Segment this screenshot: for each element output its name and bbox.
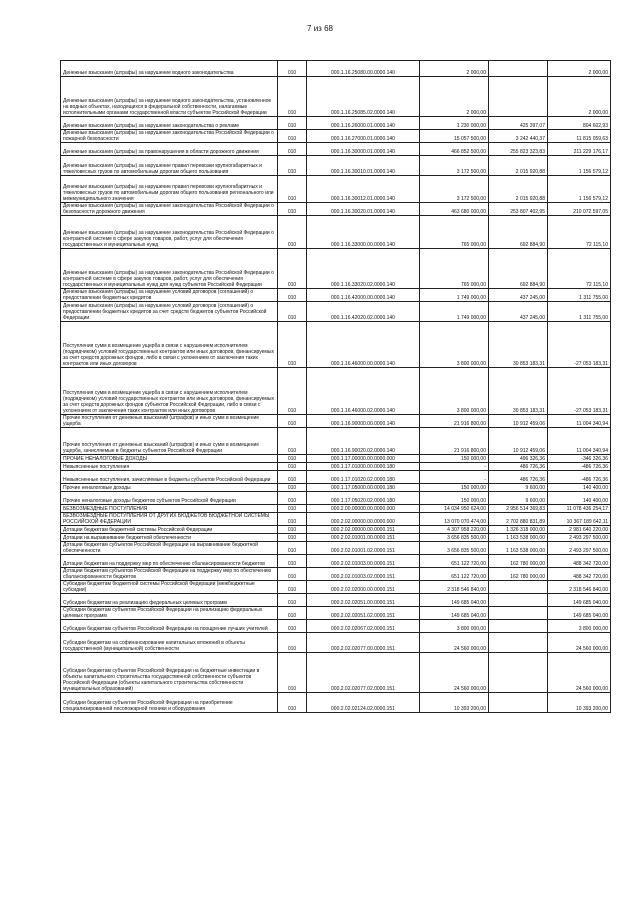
budget-classification-code-cell: 000.2.02.02077.00.0000.151 — [307, 633, 420, 653]
executed-amount-cell — [489, 581, 548, 594]
row-code-cell: 010 — [278, 130, 307, 143]
unexecuted-amount-cell: 72 115,10 — [548, 216, 611, 249]
approved-amount-cell: 463 680 000,00 — [420, 203, 489, 216]
row-name-cell: Субсидии бюджетам на реализацию федеральных целевых программ — [61, 594, 278, 607]
table-row — [61, 322, 611, 368]
unexecuted-amount-cell: 2 493 297 500,00 — [548, 534, 611, 542]
row-code-cell: 010 — [278, 633, 307, 653]
table-row — [61, 368, 611, 415]
unexecuted-amount-cell: 10 393 200,00 — [548, 693, 611, 713]
row-code-cell: 010 — [278, 581, 307, 594]
unexecuted-amount-cell: -27 053 183,31 — [548, 368, 611, 415]
row-name-cell: Денежные взыскания (штрафы) за нарушение законодательства Российской Федерации о безопасности дорожного движения — [61, 203, 278, 216]
row-code-cell: 010 — [278, 117, 307, 130]
approved-amount-cell: 14 034 950 624,00 — [420, 505, 489, 513]
row-name-cell: Субсидии бюджетам на софинансирование капитальных вложений в объекты государственной (муниципальной) собственности — [61, 633, 278, 653]
approved-amount-cell: - — [420, 471, 489, 484]
row-name-cell: Субсидии бюджетам субъектов Российской Федерации на поощрение лучших учителей — [61, 620, 278, 633]
unexecuted-amount-cell: 210 072 597,05 — [548, 203, 611, 216]
budget-classification-code-cell: 000.2.02.02077.02.0000.151 — [307, 653, 420, 693]
budget-classification-code-cell: 000.2.02.02124.02.0000.151 — [307, 693, 420, 713]
unexecuted-amount-cell: 1 311 755,00 — [548, 289, 611, 302]
executed-amount-cell — [489, 61, 548, 77]
approved-amount-cell: 1 230 000,00 — [420, 117, 489, 130]
approved-amount-cell: - — [420, 463, 489, 471]
executed-amount-cell: 10 912 459,06 — [489, 428, 548, 455]
table-row — [61, 568, 611, 581]
row-name-cell: Субсидии бюджетам субъектов Российской Федерации на бюджетные инвестиции в объекты капитального строительства государственной собственности субъектов Российской Федерации (объекты капитального строительства собственности муниципальных образований) — [61, 653, 278, 693]
table-row — [61, 594, 611, 607]
budget-classification-code-cell: 000.1.16.25085.02.0000.140 — [307, 77, 420, 117]
executed-amount-cell: 253 807 402,95 — [489, 203, 548, 216]
unexecuted-amount-cell: -27 053 183,31 — [548, 322, 611, 368]
table-row — [61, 505, 611, 513]
budget-classification-code-cell: 000.1.16.42020.02.0000.140 — [307, 302, 420, 322]
unexecuted-amount-cell: 1 156 579,12 — [548, 176, 611, 203]
budget-classification-code-cell: 000.1.16.33000.00.0000.140 — [307, 216, 420, 249]
budget-classification-code-cell: 000.1.16.42000.00.0000.140 — [307, 289, 420, 302]
unexecuted-amount-cell: 2 981 640 220,00 — [548, 526, 611, 534]
executed-amount-cell: 162 780 000,00 — [489, 555, 548, 568]
row-name-cell: Денежные взыскания (штрафы) за нарушение законодательства Российской Федерации о контрактной системе в сфере закупок товаров, работ, услуг для обеспечения государственных и муниципальных нужд — [61, 216, 278, 249]
row-name-cell: Денежные взыскания (штрафы) за нарушение законодательства Российской Федерации о контрактной системе в сфере закупок товаров, работ, услуг для обеспечения государственных и муниципальных нужд для нужд субъектов Российской Федерации — [61, 249, 278, 289]
table-row — [61, 463, 611, 471]
row-name-cell: ПРОЧИЕ НЕНАЛОГОВЫЕ ДОХОДЫ — [61, 455, 278, 463]
budget-classification-code-cell: 000.2.02.01003.02.0000.151 — [307, 568, 420, 581]
approved-amount-cell: 3 800 000,00 — [420, 620, 489, 633]
table-row — [61, 176, 611, 203]
row-code-cell: 010 — [278, 322, 307, 368]
row-name-cell: Денежные взыскания (штрафы) за нарушение законодательства о рекламе — [61, 117, 278, 130]
table-row — [61, 492, 611, 505]
budget-classification-code-cell: 000.2.02.02051.02.0000.151 — [307, 607, 420, 620]
row-name-cell: Денежные взыскания (штрафы) за нарушение правил перевозки крупногабаритных и тяжеловесных грузов по автомобильным дорогам общего пользования — [61, 156, 278, 176]
row-name-cell: Денежные взыскания (штрафы) за правонарушения в области дорожного движения — [61, 143, 278, 156]
table-row — [61, 607, 611, 620]
row-name-cell: Прочие неналоговые доходы — [61, 484, 278, 492]
table-row — [61, 428, 611, 455]
row-code-cell: 010 — [278, 568, 307, 581]
budget-classification-code-cell: 000.1.16.25080.00.0000.140 — [307, 61, 420, 77]
row-code-cell: 010 — [278, 368, 307, 415]
approved-amount-cell: 3 656 835 500,00 — [420, 534, 489, 542]
approved-amount-cell: 150 000,00 — [420, 492, 489, 505]
unexecuted-amount-cell: 10 367 189 642,11 — [548, 513, 611, 526]
unexecuted-amount-cell: 24 560 000,00 — [548, 633, 611, 653]
budget-classification-code-cell: 000.2.02.02000.00.0000.151 — [307, 581, 420, 594]
table-row — [61, 653, 611, 693]
table-row — [61, 415, 611, 428]
budget-classification-code-cell: 000.2.02.02051.00.0000.151 — [307, 594, 420, 607]
table-row — [61, 302, 611, 322]
executed-amount-cell: 692 884,90 — [489, 249, 548, 289]
row-code-cell: 010 — [278, 513, 307, 526]
executed-amount-cell: 3 242 440,37 — [489, 130, 548, 143]
budget-classification-code-cell: 000.1.17.01020.02.0000.180 — [307, 471, 420, 484]
table-row — [61, 203, 611, 216]
unexecuted-amount-cell: 140 400,00 — [548, 492, 611, 505]
table-row — [61, 526, 611, 534]
revenue-table — [60, 60, 611, 713]
executed-amount-cell — [489, 77, 548, 117]
unexecuted-amount-cell: 149 685 040,00 — [548, 607, 611, 620]
table-row — [61, 693, 611, 713]
executed-amount-cell: 1 326 318 000,00 — [489, 526, 548, 534]
budget-classification-code-cell: 000.1.16.46000.00.0000.140 — [307, 322, 420, 368]
table-row — [61, 249, 611, 289]
unexecuted-amount-cell: 11 004 340,94 — [548, 415, 611, 428]
approved-amount-cell: 4 307 958 220,00 — [420, 526, 489, 534]
executed-amount-cell: 255 823 323,83 — [489, 143, 548, 156]
budget-classification-code-cell: 000.1.17.05000.00.0000.180 — [307, 484, 420, 492]
unexecuted-amount-cell: 24 560 000,00 — [548, 653, 611, 693]
row-code-cell: 010 — [278, 471, 307, 484]
budget-classification-code-cell: 000.2.02.00000.00.0000.151 — [307, 526, 420, 534]
row-name-cell: Денежные взыскания (штрафы) за нарушение условий договоров (соглашений) о предоставлении бюджетных кредитов — [61, 289, 278, 302]
executed-amount-cell: 2 702 880 831,89 — [489, 513, 548, 526]
budget-classification-code-cell: 000.1.16.30000.01.0000.140 — [307, 143, 420, 156]
row-name-cell: Прочие неналоговые доходы бюджетов субъектов Российской Федерации — [61, 492, 278, 505]
executed-amount-cell: 30 853 183,31 — [489, 322, 548, 368]
unexecuted-amount-cell: 488 342 720,00 — [548, 555, 611, 568]
row-code-cell: 010 — [278, 653, 307, 693]
row-code-cell: 010 — [278, 428, 307, 455]
row-code-cell: 010 — [278, 455, 307, 463]
row-name-cell: Денежные взыскания (штрафы) за нарушение водного законодательства, установленное на водных объектах, находящихся в федеральной собственности, налагаемые исполнительными органами государственной власти субъектов Российской Федерации — [61, 77, 278, 117]
row-name-cell: Прочие поступления от денежных взысканий (штрафов) и иных сумм в возмещение ущерба — [61, 415, 278, 428]
row-code-cell: 010 — [278, 542, 307, 555]
executed-amount-cell: 486 726,36 — [489, 463, 548, 471]
executed-amount-cell: 692 884,90 — [489, 216, 548, 249]
row-code-cell: 010 — [278, 484, 307, 492]
unexecuted-amount-cell: 11 815 059,63 — [548, 130, 611, 143]
approved-amount-cell: 3 800 000,00 — [420, 368, 489, 415]
budget-classification-code-cell: 000.1.17.00000.00.0000.000 — [307, 455, 420, 463]
budget-classification-code-cell: 000.1.16.90000.00.0000.140 — [307, 415, 420, 428]
approved-amount-cell: 10 393 200,00 — [420, 693, 489, 713]
approved-amount-cell: 466 852 500,00 — [420, 143, 489, 156]
unexecuted-amount-cell: 211 229 176,17 — [548, 143, 611, 156]
approved-amount-cell: 1 749 000,00 — [420, 289, 489, 302]
approved-amount-cell: 149 685 040,00 — [420, 594, 489, 607]
executed-amount-cell: 425 397,07 — [489, 117, 548, 130]
executed-amount-cell — [489, 653, 548, 693]
budget-classification-code-cell: 000.1.16.46000.02.0000.140 — [307, 368, 420, 415]
row-code-cell: 010 — [278, 492, 307, 505]
table-row — [61, 542, 611, 555]
approved-amount-cell: 13 070 070 474,00 — [420, 513, 489, 526]
row-code-cell: 010 — [278, 289, 307, 302]
executed-amount-cell — [489, 633, 548, 653]
table-row — [61, 156, 611, 176]
unexecuted-amount-cell: 11 004 340,94 — [548, 428, 611, 455]
approved-amount-cell: 149 685 040,00 — [420, 607, 489, 620]
page-number: 7 из 68 — [307, 24, 333, 33]
executed-amount-cell: 437 245,00 — [489, 302, 548, 322]
row-code-cell: 010 — [278, 555, 307, 568]
row-name-cell: БЕЗВОЗМЕЗДНЫЕ ПОСТУПЛЕНИЯ — [61, 505, 278, 513]
row-code-cell: 010 — [278, 203, 307, 216]
row-name-cell: Дотации бюджетам субъектов Российской Федерации на поддержку мер по обеспечению сбалансированности бюджетов — [61, 568, 278, 581]
table-row — [61, 513, 611, 526]
row-name-cell: Поступления сумм в возмещение ущерба в связи с нарушением исполнителем (подрядчиком) условий государственных контрактов или иных договоров, финансируемых за счет средств дорожных фондов субъектов Российской Федерации, либо в связи с уклонением от заключения таких контрактов или иных договоров — [61, 368, 278, 415]
row-name-cell: Невыясненные поступления — [61, 463, 278, 471]
approved-amount-cell: 765 000,00 — [420, 216, 489, 249]
row-code-cell: 010 — [278, 693, 307, 713]
row-code-cell: 010 — [278, 594, 307, 607]
row-code-cell: 010 — [278, 534, 307, 542]
row-name-cell: Субсидии бюджетам субъектов Российской Федерации на приобретение специализированной лесопожарной техники и оборудования — [61, 693, 278, 713]
executed-amount-cell: 1 163 538 000,00 — [489, 542, 548, 555]
row-name-cell: Поступления сумм в возмещение ущерба в связи с нарушением исполнителем (подрядчиком) условий государственных контрактов или иных договоров, финансируемых за счет средств дорожных фондов, либо в связи с уклонением от заключения таких контрактов или иных договоров — [61, 322, 278, 368]
approved-amount-cell: 150 000,00 — [420, 484, 489, 492]
row-name-cell: Денежные взыскания (штрафы) за нарушение правил перевозки крупногабаритных и тяжеловесных грузов по автомобильным дорогам общего пользования регионального или межмуниципального значения — [61, 176, 278, 203]
budget-classification-code-cell: 000.1.16.30020.01.0000.140 — [307, 203, 420, 216]
unexecuted-amount-cell: -486 726,36 — [548, 471, 611, 484]
row-code-cell: 010 — [278, 526, 307, 534]
row-name-cell: Денежные взыскания (штрафы) за нарушение водного законодательства — [61, 61, 278, 77]
row-name-cell: Субсидии бюджетам субъектов Российской Федерации на реализацию федеральных целевых программ — [61, 607, 278, 620]
approved-amount-cell: 3 800 000,00 — [420, 322, 489, 368]
budget-classification-code-cell: 000.2.02.01001.00.0000.151 — [307, 534, 420, 542]
table-row — [61, 455, 611, 463]
unexecuted-amount-cell: 72 115,10 — [548, 249, 611, 289]
unexecuted-amount-cell: 488 342 720,00 — [548, 568, 611, 581]
row-name-cell: Дотации бюджетам на поддержку мер по обеспечению сбалансированности бюджетов — [61, 555, 278, 568]
approved-amount-cell: 3 656 835 500,00 — [420, 542, 489, 555]
table-row — [61, 555, 611, 568]
unexecuted-amount-cell: 149 685 040,00 — [548, 594, 611, 607]
budget-classification-code-cell: 000.1.16.33020.02.0000.140 — [307, 249, 420, 289]
executed-amount-cell: 2 015 920,88 — [489, 156, 548, 176]
unexecuted-amount-cell: 3 800 000,00 — [548, 620, 611, 633]
table-row — [61, 117, 611, 130]
unexecuted-amount-cell: -346 326,36 — [548, 455, 611, 463]
approved-amount-cell: 15 057 500,00 — [420, 130, 489, 143]
approved-amount-cell: 2 000,00 — [420, 61, 489, 77]
row-code-cell: 010 — [278, 156, 307, 176]
approved-amount-cell: 651 122 720,00 — [420, 568, 489, 581]
approved-amount-cell: 651 122 720,00 — [420, 555, 489, 568]
approved-amount-cell: 2 000,00 — [420, 77, 489, 117]
executed-amount-cell: 1 163 538 000,00 — [489, 534, 548, 542]
executed-amount-cell: 496 326,36 — [489, 455, 548, 463]
budget-classification-code-cell: 000.1.17.05020.02.0000.180 — [307, 492, 420, 505]
unexecuted-amount-cell: 2 000,00 — [548, 61, 611, 77]
table-row — [61, 130, 611, 143]
executed-amount-cell: 162 780 000,00 — [489, 568, 548, 581]
executed-amount-cell: 2 956 514 369,83 — [489, 505, 548, 513]
budget-classification-code-cell: 000.2.02.00000.00.0000.000 — [307, 513, 420, 526]
table-row — [61, 471, 611, 484]
budget-classification-code-cell: 000.1.16.30010.01.0000.140 — [307, 156, 420, 176]
executed-amount-cell: 9 600,00 — [489, 492, 548, 505]
approved-amount-cell: 765 000,00 — [420, 249, 489, 289]
row-code-cell: 010 — [278, 61, 307, 77]
table-row — [61, 216, 611, 249]
unexecuted-amount-cell: 1 156 579,12 — [548, 156, 611, 176]
table-row — [61, 61, 611, 77]
budget-classification-code-cell: 000.1.16.90020.02.0000.140 — [307, 428, 420, 455]
row-name-cell: Денежные взыскания (штрафы) за нарушение условий договоров (соглашений) о предоставлении бюджетных кредитов за счет средств бюджетов субъектов Российской Федерации — [61, 302, 278, 322]
approved-amount-cell: 2 318 546 840,00 — [420, 581, 489, 594]
row-code-cell: 010 — [278, 505, 307, 513]
row-code-cell: 010 — [278, 216, 307, 249]
budget-classification-code-cell: 000.2.02.02067.02.0000.151 — [307, 620, 420, 633]
table-row — [61, 620, 611, 633]
row-code-cell: 010 — [278, 415, 307, 428]
row-code-cell: 010 — [278, 143, 307, 156]
row-code-cell: 010 — [278, 77, 307, 117]
executed-amount-cell — [489, 693, 548, 713]
unexecuted-amount-cell: 11 078 436 254,17 — [548, 505, 611, 513]
approved-amount-cell: 3 172 500,00 — [420, 156, 489, 176]
executed-amount-cell: 9 600,00 — [489, 484, 548, 492]
row-name-cell: БЕЗВОЗМЕЗДНЫЕ ПОСТУПЛЕНИЯ ОТ ДРУГИХ БЮДЖЕТОВ БЮДЖЕТНОЙ СИСТЕМЫ РОССИЙСКОЙ ФЕДЕРАЦИИ — [61, 513, 278, 526]
approved-amount-cell: 21 916 800,00 — [420, 415, 489, 428]
table-row — [61, 143, 611, 156]
executed-amount-cell: 437 245,00 — [489, 289, 548, 302]
budget-classification-code-cell: 000.1.16.30012.01.0000.140 — [307, 176, 420, 203]
approved-amount-cell: 150 000,00 — [420, 455, 489, 463]
table-row — [61, 633, 611, 653]
row-name-cell: Субсидии бюджетам бюджетной системы Российской Федерации (межбюджетные субсидии) — [61, 581, 278, 594]
budget-classification-code-cell: 000.1.17.01000.00.0000.180 — [307, 463, 420, 471]
budget-classification-code-cell: 000.1.16.26000.01.0000.140 — [307, 117, 420, 130]
executed-amount-cell: 10 912 459,06 — [489, 415, 548, 428]
row-code-cell: 010 — [278, 607, 307, 620]
row-name-cell: Дотации бюджетам субъектов Российской Федерации на выравнивание бюджетной обеспеченности — [61, 542, 278, 555]
table-row — [61, 484, 611, 492]
executed-amount-cell — [489, 620, 548, 633]
budget-classification-code-cell: 000.1.16.27000.01.0000.140 — [307, 130, 420, 143]
row-code-cell: 010 — [278, 463, 307, 471]
row-name-cell: Невыясненные поступления, зачисляемые в бюджеты субъектов Российской Федерации — [61, 471, 278, 484]
row-name-cell: Дотации бюджетам бюджетной системы Российской Федерации — [61, 526, 278, 534]
approved-amount-cell: 24 560 000,00 — [420, 653, 489, 693]
unexecuted-amount-cell: 804 602,93 — [548, 117, 611, 130]
unexecuted-amount-cell: 2 000,00 — [548, 77, 611, 117]
unexecuted-amount-cell: 2 318 546 840,00 — [548, 581, 611, 594]
approved-amount-cell: 3 172 500,00 — [420, 176, 489, 203]
executed-amount-cell: 486 726,36 — [489, 471, 548, 484]
unexecuted-amount-cell: -486 726,36 — [548, 463, 611, 471]
budget-classification-code-cell: 000.2.00.00000.00.0000.000 — [307, 505, 420, 513]
row-code-cell: 010 — [278, 302, 307, 322]
table-row — [61, 77, 611, 117]
budget-classification-code-cell: 000.2.02.01003.00.0000.151 — [307, 555, 420, 568]
row-code-cell: 010 — [278, 249, 307, 289]
table-row — [61, 581, 611, 594]
approved-amount-cell: 24 560 000,00 — [420, 633, 489, 653]
table-row — [61, 289, 611, 302]
row-code-cell: 010 — [278, 176, 307, 203]
row-name-cell: Прочие поступления от денежных взысканий (штрафов) и иных сумм в возмещение ущерба, зачисляемые в бюджеты субъектов Российской Федерации — [61, 428, 278, 455]
executed-amount-cell — [489, 607, 548, 620]
executed-amount-cell — [489, 594, 548, 607]
row-name-cell: Дотации на выравнивание бюджетной обеспеченности — [61, 534, 278, 542]
executed-amount-cell: 2 015 920,88 — [489, 176, 548, 203]
approved-amount-cell: 21 916 800,00 — [420, 428, 489, 455]
row-name-cell: Денежные взыскания (штрафы) за нарушение законодательства Российской Федерации о пожарной безопасности — [61, 130, 278, 143]
executed-amount-cell: 30 853 183,31 — [489, 368, 548, 415]
unexecuted-amount-cell: 2 493 297 500,00 — [548, 542, 611, 555]
approved-amount-cell: 1 749 000,00 — [420, 302, 489, 322]
unexecuted-amount-cell: 1 311 755,00 — [548, 302, 611, 322]
unexecuted-amount-cell: 140 400,00 — [548, 484, 611, 492]
table-row — [61, 534, 611, 542]
row-code-cell: 010 — [278, 620, 307, 633]
budget-classification-code-cell: 000.2.02.01001.02.0000.151 — [307, 542, 420, 555]
